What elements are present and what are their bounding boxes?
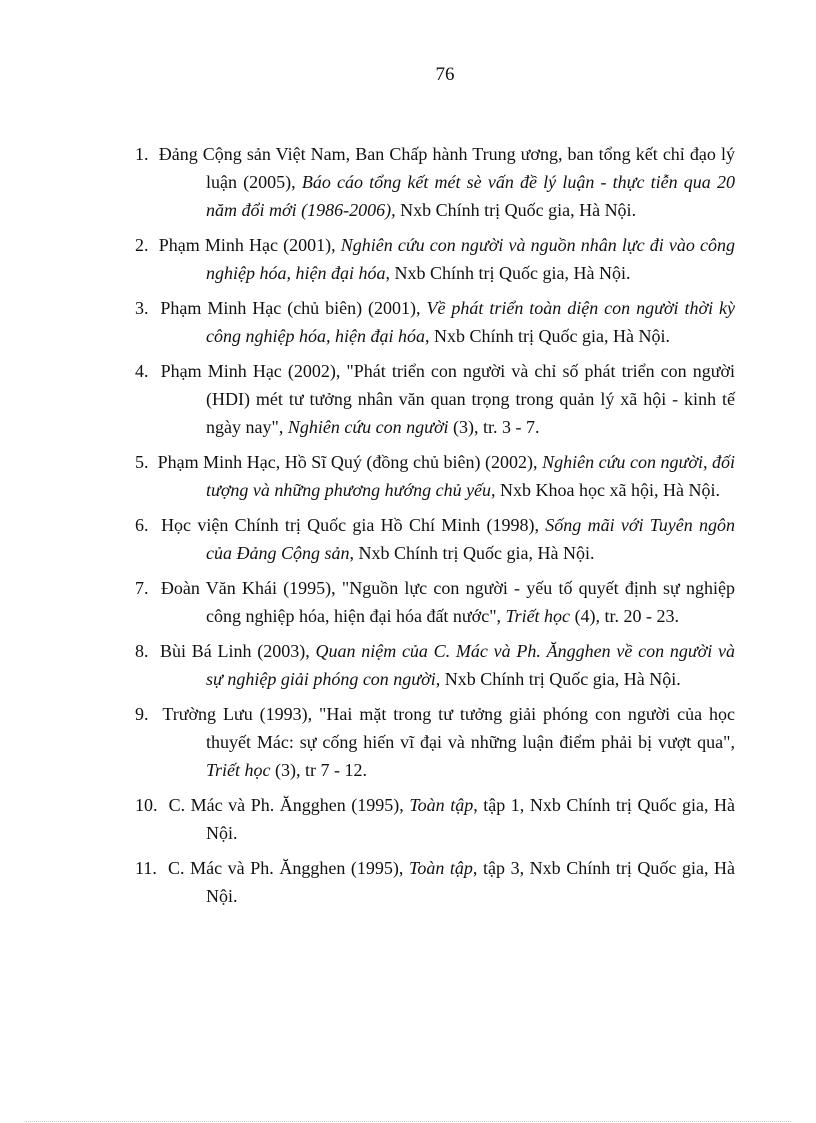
reference-list [135,140,735,917]
reference-number: 3. [135,298,149,318]
reference-segment: (4), tr. 20 - 23. [570,606,680,626]
reference-number: 11. [135,858,157,878]
reference-number: 2. [135,235,149,255]
reference-item [135,791,735,847]
reference-text [135,704,735,780]
reference-segment: , Nxb Khoa học xã hội, Hà Nội. [491,480,721,500]
reference-title: Toàn tập [409,795,474,815]
reference-item [135,854,735,910]
reference-title: Triết học [505,606,571,626]
reference-item [135,294,735,350]
reference-text [135,515,735,563]
reference-item [135,140,735,224]
reference-text [135,641,735,689]
reference-item [135,448,735,504]
reference-segment: , Nxb Chính trị Quốc gia, Hà Nội. [435,669,681,689]
reference-title: Toàn tập [408,858,473,878]
reference-segment: , tập 3, Nxb Chính trị Quốc gia, Hà Nội. [206,858,736,906]
reference-segment: Đảng Cộng sản Việt Nam, Ban Chấp hành Trung ương, ban tổng kết chỉ đạo lý luận (2005), [158,144,735,192]
reference-segment: C. Mác và Ph. Ăngghen (1995), [168,858,409,878]
reference-title: Sống mãi với Tuyên ngôn của Đảng Cộng sản [206,515,735,563]
reference-segment: Phạm Minh Hạc, Hồ Sĩ Quý (đồng chủ biên) (2002), [157,452,543,472]
reference-text [135,578,735,626]
reference-item [135,511,735,567]
reference-segment: , Nxb Chính trị Quốc gia, Hà Nội. [424,326,670,346]
reference-number: 8. [135,641,149,661]
reference-segment: Phạm Minh Hạc (2001), [158,235,341,255]
reference-item [135,574,735,630]
reference-segment: Trường Lưu (1993), "Hai mặt trong tư tưởng giải phóng con người của học thuyết Mác: sự cống hiến vĩ đại và những luận điểm phải bị vượt qua", [162,704,735,752]
reference-text [135,361,735,437]
reference-segment: Đoàn Văn Khái (1995), "Nguồn lực con người - yếu tố quyết định sự nghiệp công nghiệp hóa, hiện đại hóa đất nước", [160,578,736,626]
reference-segment: Phạm Minh Hạc (chủ biên) (2001), [160,298,427,318]
reference-title: Nghiên cứu con người và nguồn nhân lực đi vào công nghiệp hóa, hiện đại hóa [206,235,736,283]
reference-title: Báo cáo tổng kết mét sè vấn đề lý luận - thực tiễn qua 20 năm đổi mới (1986-2006), [206,172,735,220]
reference-number: 9. [135,704,149,724]
reference-text [135,144,735,220]
reference-item [135,231,735,287]
reference-text [135,235,735,283]
reference-number: 10. [135,795,158,815]
reference-text [135,452,735,500]
reference-title: Nghiên cứu con người, đối tượng và những phương hướng chủ yếu [206,452,736,500]
reference-number: 4. [135,361,149,381]
reference-number: 1. [135,144,149,164]
page-number: 76 [435,64,455,85]
reference-text [135,298,735,346]
reference-number: 5. [135,452,149,472]
reference-title: Quan niệm của C. Mác và Ph. Ăngghen về con người và sự nghiệp giải phóng con người [206,641,735,689]
reference-segment: , Nxb Chính trị Quốc gia, Hà Nội. [385,263,631,283]
reference-segment: (3), tr. 3 - 7. [448,417,540,437]
reference-segment: Nxb Chính trị Quốc gia, Hà Nội. [395,200,637,220]
reference-number: 6. [135,515,149,535]
reference-title: Nghiên cứu con người [287,417,449,437]
reference-number: 7. [135,578,149,598]
reference-segment: (3), tr 7 - 12. [270,760,367,780]
reference-text [135,858,735,906]
reference-segment: Học viện Chính trị Quốc gia Hồ Chí Minh (1998), [161,515,546,535]
reference-segment: , Nxb Chính trị Quốc gia, Hà Nội. [349,543,595,563]
reference-item [135,700,735,784]
reference-title: Triết học [206,760,271,780]
reference-text [135,795,735,843]
reference-title: Về phát triển toàn diện con người thời kỳ công nghiệp hóa, hiện đại hóa [206,298,735,346]
page-bottom-divider [25,1121,791,1122]
reference-item [135,357,735,441]
reference-segment: C. Mác và Ph. Ăngghen (1995), [168,795,410,815]
reference-item [135,637,735,693]
reference-segment: , tập 1, Nxb Chính trị Quốc gia, Hà Nội. [206,795,736,843]
reference-segment: Bùi Bá Linh (2003), [160,641,316,661]
reference-segment: Phạm Minh Hạc (2002), "Phát triển con người và chỉ số phát triển con người (HDI) mét tư tưởng nhân văn quan trọng trong quản lý xã hội - kinh tế ngày nay", [160,361,736,437]
